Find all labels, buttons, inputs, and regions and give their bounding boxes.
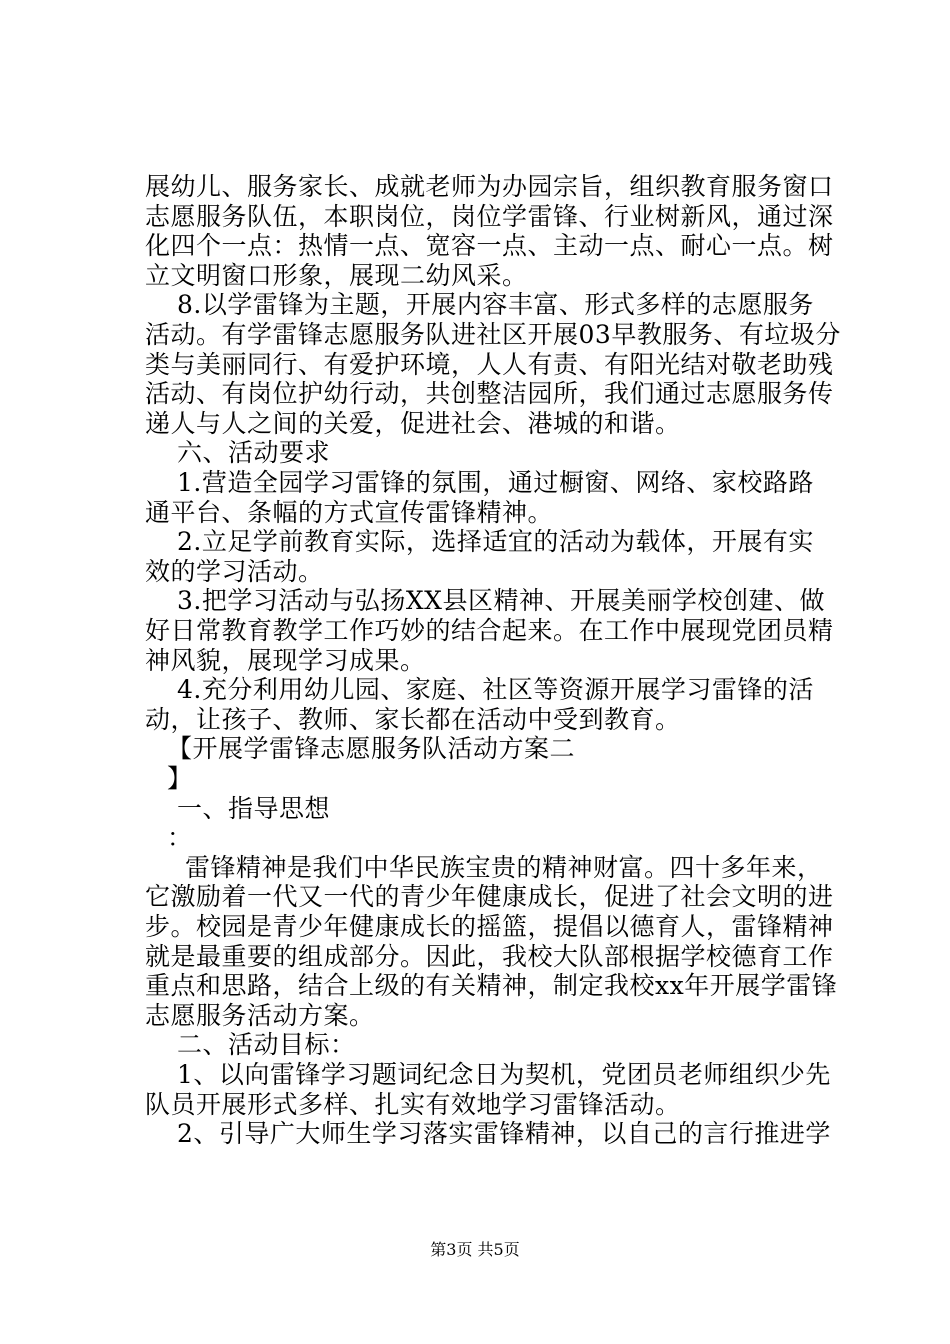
text-line: 4.充分利用幼儿园、家庭、社区等资源开展学习雷锋的活	[177, 675, 814, 705]
section-heading: 二、活动目标：	[177, 1030, 356, 1060]
text-line: 活动。有学雷锋志愿服务队进社区开展03早教服务、有垃圾分	[145, 320, 841, 349]
text-line: 神风貌，展现学习成果。	[145, 645, 426, 675]
text-line: 1.营造全园学习雷锋的氛围，通过橱窗、网络、家校路路	[177, 468, 814, 497]
heading-colon: ：	[167, 823, 193, 853]
text-line: 化四个一点：热情一点、宽容一点、主动一点、耐心一点。树	[145, 231, 834, 261]
text-line: 展幼儿、服务家长、成就老师为办园宗旨，组织教育服务窗口	[145, 172, 834, 201]
text-line: 活动、有岗位护幼行动，共创整洁园所，我们通过志愿服务传	[145, 379, 834, 409]
text-line: 好日常教育教学工作巧妙的结合起来。在工作中展现党团员精	[145, 616, 834, 645]
text-line: 步。校园是青少年健康成长的摇篮，提倡以德育人，雷锋精神	[145, 912, 834, 941]
text-line: 递人与人之间的关爱，促进社会、港城的和谐。	[145, 408, 681, 438]
section-title-bracket: 】	[167, 764, 193, 793]
text-line: 它激励着一代又一代的青少年健康成长，促进了社会文明的进	[145, 882, 834, 912]
text-line: 队员开展形式多样、扎实有效地学习雷锋活动。	[145, 1089, 681, 1119]
section-title: 【开展学雷锋志愿服务队活动方案二	[167, 734, 576, 764]
text-line: 重点和思路，结合上级的有关精神，制定我校xx年开展学雷锋	[145, 971, 838, 1001]
text-line: 志愿服务活动方案。	[145, 1000, 375, 1030]
text-line: 志愿服务队伍，本职岗位，岗位学雷锋、行业树新风，通过深	[145, 201, 834, 231]
section-heading: 六、活动要求	[177, 438, 331, 468]
text-line: 雷锋精神是我们中华民族宝贵的精神财富。四十多年来，	[185, 852, 823, 882]
text-line: 类与美丽同行、有爱护环境，人人有责、有阳光结对敬老助残	[145, 349, 834, 379]
text-line: 通平台、条幅的方式宣传雷锋精神。	[145, 497, 554, 527]
text-line: 动，让孩子、教师、家长都在活动中受到教育。	[145, 704, 681, 734]
text-line: 效的学习活动。	[145, 556, 324, 586]
text-line: 1、以向雷锋学习题词纪念日为契机，党团员老师组织少先	[177, 1060, 831, 1089]
text-line: 立文明窗口形象，展现二幼风采。	[145, 260, 528, 290]
text-line: 就是最重要的组成部分。因此，我校大队部根据学校德育工作	[145, 941, 834, 971]
text-line: 3.把学习活动与弘扬XX县区精神、开展美丽学校创建、做	[177, 586, 825, 616]
text-line: 2.立足学前教育实际，选择适宜的活动为载体，开展有实	[177, 527, 814, 557]
section-heading: 一、指导思想	[177, 793, 331, 823]
text-line: 8.以学雷锋为主题，开展内容丰富、形式多样的志愿服务	[177, 290, 814, 320]
text-line: 2、引导广大师生学习落实雷锋精神，以自己的言行推进学	[177, 1119, 831, 1149]
page-footer: 第3页 共5页	[430, 1240, 520, 1259]
